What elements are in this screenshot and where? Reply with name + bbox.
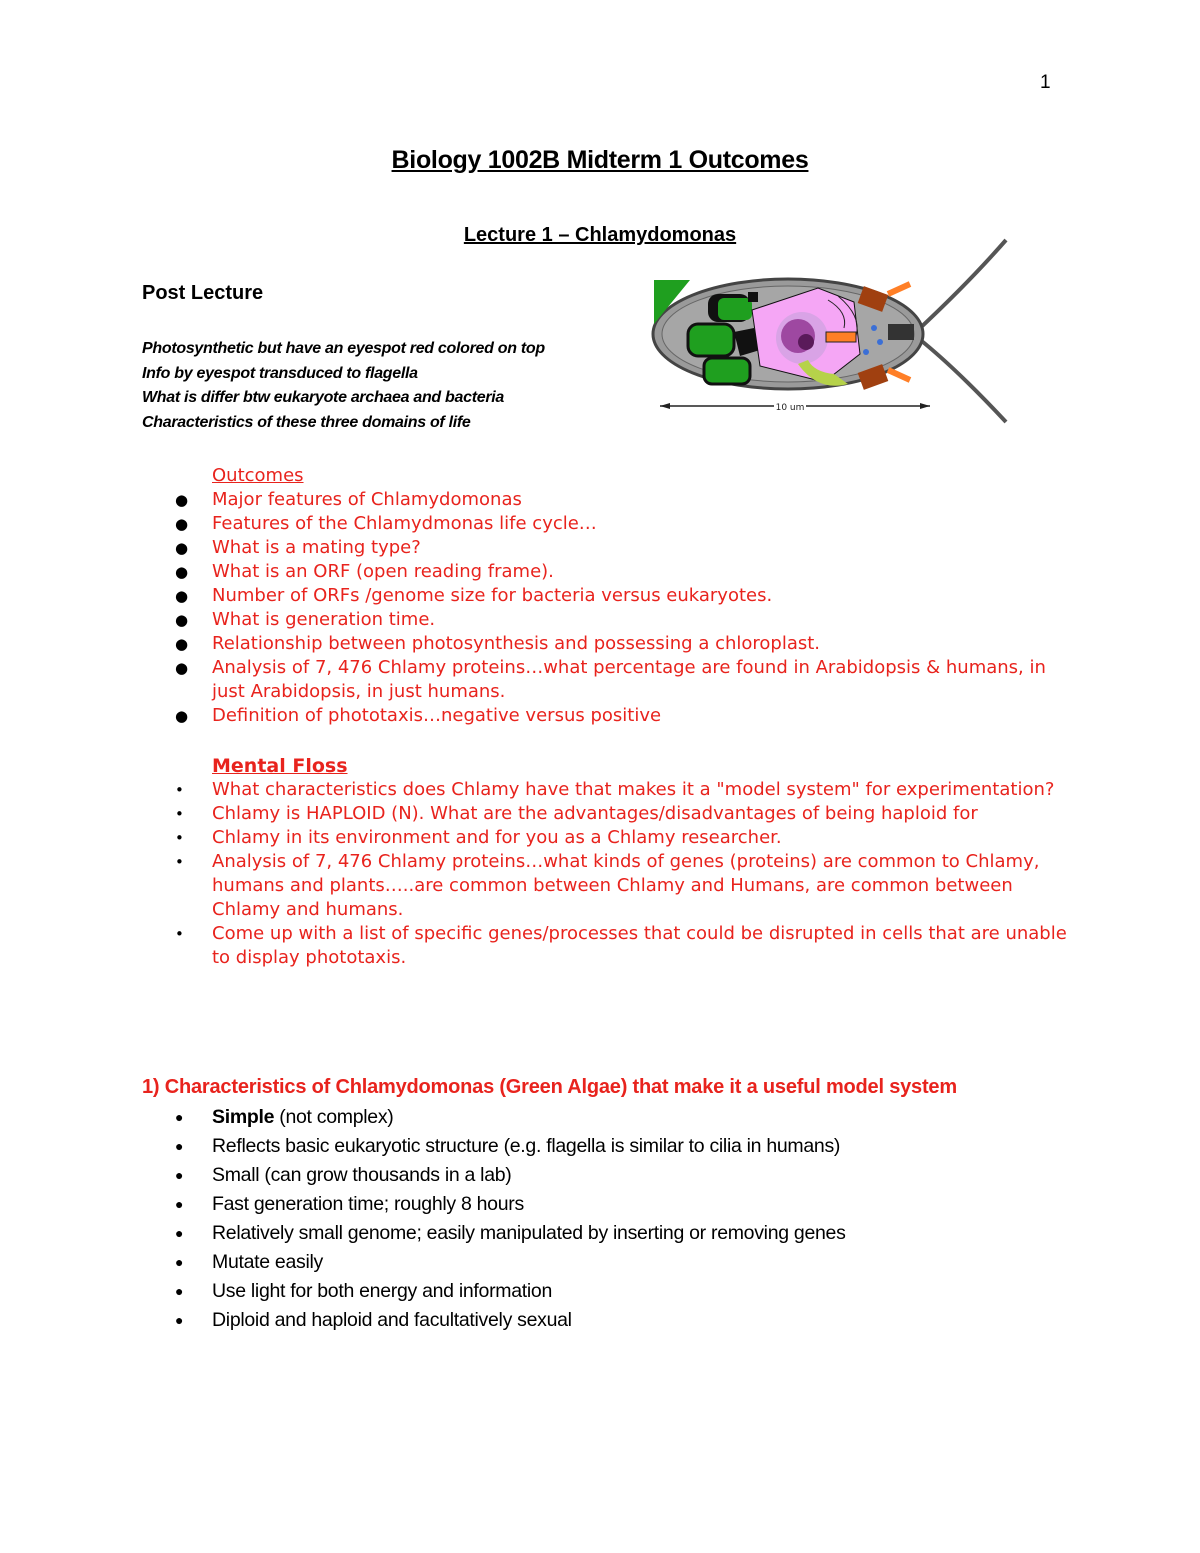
bullet-icon: ● — [175, 1167, 184, 1183]
bullet-icon: ● — [175, 707, 189, 725]
list-item: ● Features of the Chlamydmonas life cycle… — [175, 513, 597, 534]
bullet-icon: • — [175, 829, 184, 847]
post-lecture-heading: Post Lecture — [142, 282, 264, 304]
bullet-icon: • — [175, 805, 184, 823]
chlamydomonas-cell-diagram — [648, 232, 1018, 430]
list-item: ● Relatively small genome; easily manipulated by inserting or removing genes — [172, 1219, 1102, 1248]
model-system-section — [142, 1076, 1102, 1335]
note-line: What is differ btw eukaryote archaea and bacteria — [142, 389, 505, 406]
outcomes-list — [172, 488, 1072, 728]
bullet-icon: ● — [175, 1254, 184, 1270]
flagellum-upper — [918, 240, 1006, 330]
document-title: Biology 1002B Midterm 1 Outcomes — [391, 146, 809, 174]
list-item: • Chlamy is HAPLOID (N). What are the advantages/disadvantages of being haploid for — [175, 803, 978, 824]
outcomes-section — [172, 464, 1072, 728]
bullet-icon: ● — [175, 587, 189, 605]
scale-label: 10 um — [775, 403, 805, 413]
mental-floss-heading: Mental Floss — [212, 755, 348, 777]
list-item: ● Definition of phototaxis…negative versus positive — [175, 705, 662, 726]
note-line: Characteristics of these three domains of life — [142, 413, 471, 431]
list-item: ● Fast generation time; roughly 8 hours — [172, 1190, 1102, 1219]
section-heading: 1) Characteristics of Chlamydomonas (Green Algae) that make it a useful model system — [142, 1076, 957, 1098]
list-item: ● Use light for both energy and information — [172, 1277, 1102, 1306]
mental-floss-section — [172, 754, 1072, 970]
list-item: ● Number of ORFs /genome size for bacteria versus eukaryotes. — [175, 585, 773, 606]
list-item: • What characteristics does Chlamy have that makes it a "model system" for experimentation? — [175, 779, 1055, 800]
post-lecture-notes — [142, 337, 545, 435]
bullet-icon: ● — [175, 563, 189, 581]
list-item: ● Mutate easily — [172, 1248, 1102, 1277]
list-item: ● Small (can grow thousands in a lab) — [172, 1161, 1102, 1190]
bullet-icon: ● — [175, 1283, 184, 1299]
bullet-icon: ● — [175, 611, 189, 629]
list-item: ● What is generation time. — [175, 609, 436, 630]
page-number: 1 — [1040, 72, 1051, 93]
list-item: • Analysis of 7, 476 Chlamy proteins…what kinds of genes (proteins) are common to Chlamy, humans and plants…..are common between Chlamy and Humans, are common between Chlamy and humans. — [175, 851, 1040, 920]
outcomes-heading: Outcomes — [212, 465, 304, 486]
flagellum-lower — [918, 338, 1006, 422]
bullet-icon: ● — [175, 515, 189, 533]
bullet-icon: ● — [175, 635, 189, 653]
note-line: Photosynthetic but have an eyespot red colored on top — [142, 340, 545, 357]
list-item: ● Relationship between photosynthesis and possessing a chloroplast. — [175, 633, 821, 654]
bullet-icon: ● — [175, 1109, 184, 1125]
list-item: • Come up with a list of specific genes/processes that could be disrupted in cells that are unable to display phototaxis. — [175, 923, 1067, 968]
bullet-icon: ● — [175, 1196, 184, 1212]
list-item: ● What is a mating type? — [175, 537, 421, 558]
list-item: ● Reflects basic eukaryotic structure (e.g. flagella is similar to cilia in humans) — [172, 1132, 1102, 1161]
mental-floss-list — [172, 778, 1072, 970]
note-line: Info by eyespot transduced to flagella — [142, 364, 418, 382]
bullet-icon: • — [175, 853, 184, 871]
list-item: ● What is an ORF (open reading frame). — [175, 561, 554, 582]
organelle — [826, 332, 856, 342]
bullet-icon: ● — [175, 539, 189, 557]
bullet-icon: • — [175, 781, 184, 799]
bullet-icon: • — [175, 925, 184, 943]
list-item: ● Major features of Chlamydomonas — [175, 489, 522, 510]
bullet-icon: ● — [175, 491, 189, 509]
list-item: ● Simple (not complex) — [172, 1103, 1102, 1132]
characteristics-list — [172, 1103, 1102, 1335]
list-item: • Chlamy in its environment and for you as a Chlamy researcher. — [175, 827, 782, 848]
bullet-icon: ● — [175, 1138, 184, 1154]
bullet-icon: ● — [175, 1225, 184, 1241]
bullet-icon: ● — [175, 1312, 184, 1328]
lecture-title: Lecture 1 – Chlamydomonas — [463, 224, 737, 246]
list-item: ● Diploid and haploid and facultatively sexual — [172, 1306, 1102, 1335]
list-item: ● Analysis of 7, 476 Chlamy proteins…what percentage are found in Arabidopsis & humans, in just Arabidopsis, in just humans. — [175, 657, 1046, 702]
bullet-icon: ● — [175, 659, 189, 677]
